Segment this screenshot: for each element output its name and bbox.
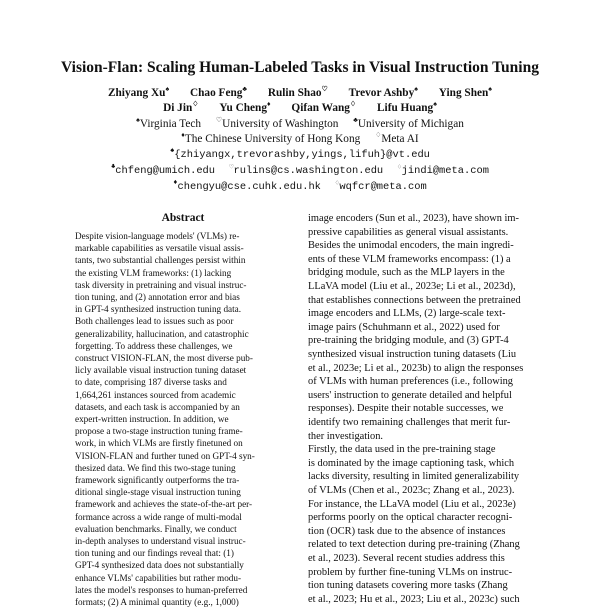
text-line: image encoders (Sun et al., 2023), have shown im- [308, 213, 519, 224]
affiliation: ♢Meta AI [375, 131, 419, 145]
affiliation: ♠Virginia Tech [136, 116, 202, 130]
text-line: of VLMs with human preferences (i.e., following [308, 376, 513, 388]
paper-title: Vision-Flan: Scaling Human-Labeled Tasks in Visual Instruction Tuning [61, 59, 539, 76]
text-line: forgetting. To address these challenges, we [75, 340, 233, 351]
text-line: synthesized visual instruction tuning datasets (Liu [308, 349, 517, 360]
author: Chao Feng♣ [189, 85, 247, 99]
text-line: framework and achieves the state-of-the-art per- [75, 499, 253, 510]
email-row-1 [0, 149, 600, 161]
author-row-1 [0, 87, 600, 99]
text-line: et al., 2023; Hu et al., 2023; Liu et al., 2023c) such [308, 593, 520, 605]
text-line: ther investigation. [308, 430, 384, 442]
email-row-3 [0, 181, 600, 193]
author: Qifan Wang♢ [291, 100, 357, 114]
text-line: lacks diversity, resulting in limited generalizability [308, 471, 520, 483]
text-line: in GPT-4 synthesized instruction tuning data. [75, 304, 242, 315]
author-row-2 [0, 102, 600, 114]
text-line: ents of these VLM frameworks encompass: (1) a [308, 253, 511, 265]
text-line: markable capabilities as versatile visual assis- [75, 243, 244, 254]
text-line: tion tuning and our findings reveal that: (1) [75, 548, 234, 559]
author: Di Jin♢ [163, 100, 199, 114]
author: Ying Shen♠ [438, 85, 493, 99]
text-line: Both challenges lead to issues such as poor [75, 316, 234, 327]
email: ♦chengyu@cse.cuhk.edu.hk [173, 179, 321, 193]
email: ♣chfeng@umich.edu [111, 163, 216, 177]
text-line: Firstly, the data used in the pre-training stage [308, 444, 496, 456]
text-line: Despite vision-language models' (VLMs) re- [75, 231, 240, 241]
text-line: datasets, and each task is accompanied by an [75, 401, 240, 412]
text-line: pre-training the bridging module, and (3) GPT-4 [308, 335, 509, 347]
text-line: tion (OCR) task due to the absence of instances [308, 525, 506, 537]
text-line: image encoders and LLMs, (2) large-scale text- [308, 308, 506, 320]
text-line: formance across a wide range of multi-modal [75, 511, 242, 522]
text-line: construct VISION-FLAN, the most diverse pub- [75, 353, 253, 363]
text-line: evaluation benchmarks. Finally, we conduct [75, 523, 237, 534]
text-line: is dominated by the image captioning task, which [308, 457, 515, 469]
text-line: VISION-FLAN and further tuned on GPT-4 syn- [75, 450, 255, 461]
email: ♠{zhiyangx,trevorashby,yings,lifuh}@vt.edu [170, 147, 430, 161]
text-line: generalizability, hallucination, and catastrophic [75, 328, 249, 339]
text-line: problem by further fine-tuning VLMs on instruc- [308, 566, 513, 578]
text-line: GPT-4 synthesized data does not substantially [75, 560, 244, 571]
text-line: performs poorly on the optical character recogni- [308, 512, 513, 524]
text-line: the existing VLM frameworks: (1) lacking [75, 267, 232, 278]
text-line: et al., 2023e; Li et al., 2023b) to align the responses [308, 362, 524, 374]
email: ♢jindi@meta.com [397, 164, 489, 177]
text-line: tion tuning datasets covering more tasks (Zhang [308, 580, 508, 592]
text-line: that establishes connections between the pretrained [308, 294, 521, 306]
text-line: pressive capabilities as general visual assistants. [308, 226, 509, 238]
text-line: related to text detection during pre-training (Zhang [308, 539, 520, 551]
text-line: tants, two substantial challenges persist within [75, 255, 246, 266]
text-line: thesized data. We find this two-stage tuning [75, 462, 236, 473]
text-line: 1,664,261 instances sourced from academic [75, 389, 236, 400]
text-line: lates the model's responses to human-preferred [75, 584, 248, 595]
text-line: LLaVA model (Liu et al., 2023e; Li et al., 2023d), [308, 281, 516, 292]
author: Rulin Shao♡ [267, 85, 328, 99]
text-line: licly available visual instruction tuning dataset [75, 365, 247, 376]
text-line: framework significantly outperforms the tra- [75, 475, 240, 485]
text-line: responses). Despite their notable successes, we [308, 403, 504, 415]
text-line: of VLMs (Chen et al., 2023c; Zhang et al., 2023). [308, 485, 515, 496]
text-line: to date, comprising 187 diverse tasks and [75, 377, 227, 388]
text-line: task diversity in pretraining and visual instruc- [75, 279, 247, 290]
text-line: expert-written instruction. In addition, we [75, 414, 229, 424]
affiliation: ♡University of Washington [215, 116, 339, 130]
email-row-2 [0, 165, 600, 177]
author: Lifu Huang♠ [377, 100, 437, 114]
email: ♢wqfcr@meta.com [335, 180, 427, 193]
text-line: tion tuning, and (2) annotation error and bias [75, 292, 240, 302]
text-line: et al., 2023). Several recent studies address this [308, 553, 505, 564]
affiliation: ♣University of Michigan [353, 116, 464, 130]
text-line: Besides the unimodal encoders, the main ingredi- [308, 240, 514, 252]
email: ♡rulins@cs.washington.edu [229, 164, 384, 177]
affiliation: ♦The Chinese University of Hong Kong [181, 131, 361, 145]
text-line: identify two remaining challenges that merit fur- [308, 417, 511, 428]
author: Yu Cheng♦ [219, 100, 271, 114]
text-line: users' instruction to generate detailed and helpful [308, 389, 512, 401]
text-line: For instance, the LLaVA model (Liu et al., 2023e) [308, 498, 516, 510]
affiliation-row-2 [0, 133, 600, 145]
text-line: bridging module, such as the MLP layers in the [308, 267, 505, 279]
affiliation-row-1 [0, 118, 600, 130]
text-line: in-depth analyses to understand visual instruc- [75, 536, 246, 546]
text-line: ditional single-stage visual instruction tuning [75, 487, 241, 498]
author: Trevor Ashby♠ [348, 85, 418, 99]
text-line: propose a two-stage instruction tuning frame- [75, 426, 243, 437]
text-line: image pairs (Schuhmann et al., 2022) used for [308, 321, 500, 333]
text-line: work, in which VLMs are firstly finetuned on [75, 438, 243, 449]
author: Zhiyang Xu♠ [107, 85, 170, 99]
abstract-heading: Abstract [161, 212, 205, 224]
text-line: enhance VLMs' capabilities but rather modu- [75, 572, 242, 583]
text-line: formats; (2) A minimal quantity (e.g., 1,000) [75, 597, 239, 607]
